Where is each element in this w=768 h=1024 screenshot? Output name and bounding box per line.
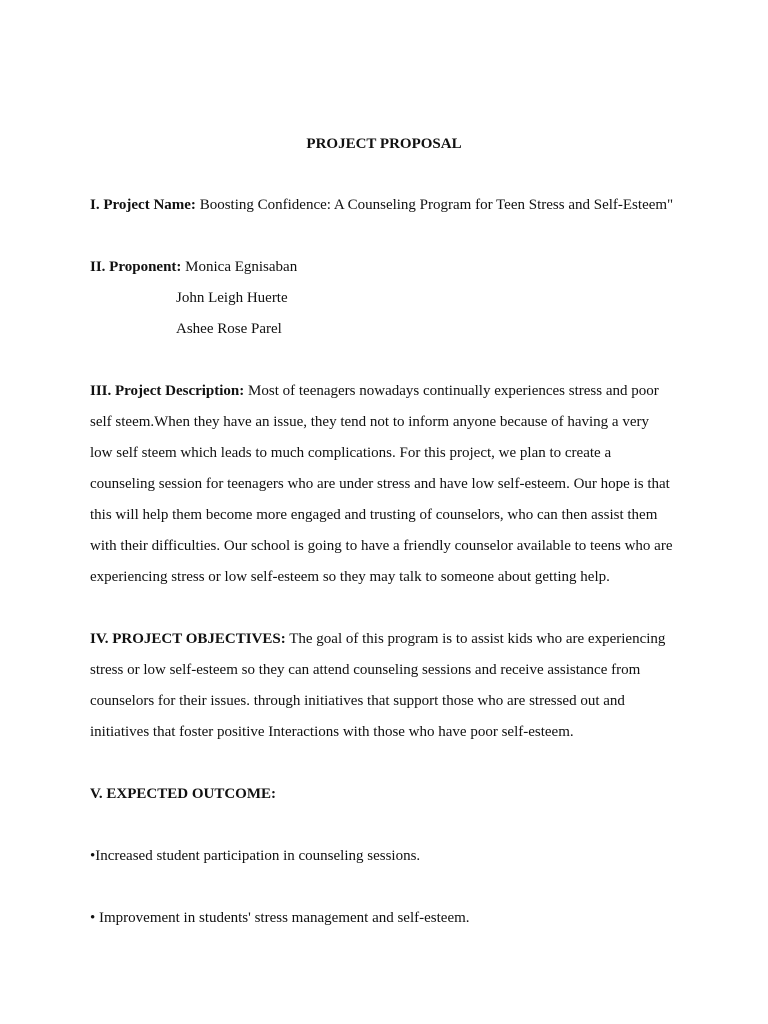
project-description-section xyxy=(90,376,690,593)
description-line-7: experiencing stress or low self-esteem so they may talk to someone about getting help. xyxy=(90,569,610,585)
description-line-1 xyxy=(90,376,690,407)
project-name-value: Boosting Confidence: A Counseling Program for Teen Stress and Self-Esteem" xyxy=(195,197,674,213)
project-name-line xyxy=(90,190,690,221)
proponent-name-1: Monica Egnisaban xyxy=(185,259,298,275)
description-line-6: with their difficulties. Our school is going to have a friendly counselor available to teens who are xyxy=(90,538,673,554)
proponent-name-3-row xyxy=(176,314,282,345)
description-line-2: self steem.When they have an issue, they tend not to inform anyone because of having a very xyxy=(90,414,649,430)
project-description-label: III. Project Description: xyxy=(90,383,245,399)
description-line-3: low self steem which leads to much complications. For this project, we plan to create a xyxy=(90,445,612,461)
expected-outcome-label: V. EXPECTED OUTCOME: xyxy=(90,786,276,802)
project-name-section xyxy=(90,190,690,221)
expected-outcome-bullet-2-row xyxy=(90,903,690,934)
expected-outcome-section xyxy=(90,779,690,810)
description-line-5: this will help them become more engaged and trusting of counselors, who can then assist them xyxy=(90,507,658,523)
objectives-line-2: stress or low self-esteem so they can attend counseling sessions and receive assistance from xyxy=(90,662,641,678)
project-objectives-label: IV. PROJECT OBJECTIVES: xyxy=(90,631,286,647)
expected-outcome-bullet-1: •Increased student participation in counseling sessions. xyxy=(90,848,421,864)
proponent-name-3: Ashee Rose Parel xyxy=(176,321,282,337)
proponent-section xyxy=(90,252,690,283)
objectives-text-1: The goal of this program is to assist kids who are experiencing xyxy=(285,631,666,647)
expected-outcome-bullet-2: • Improvement in students' stress management and self-esteem. xyxy=(90,910,470,926)
project-name-label: I. Project Name: xyxy=(90,197,196,213)
proponent-label: II. Proponent: xyxy=(90,259,182,275)
proponent-name-2-row xyxy=(176,283,288,314)
proponent-name-2: John Leigh Huerte xyxy=(176,290,288,306)
project-objectives-section xyxy=(90,624,690,748)
objectives-line-1 xyxy=(90,624,690,655)
expected-outcome-bullet-1-row xyxy=(90,841,690,872)
objectives-line-3: counselors for their issues. through initiatives that support those who are stressed out and xyxy=(90,693,625,709)
description-line-4: counseling session for teenagers who are under stress and have low self-esteem. Our hope is that xyxy=(90,476,670,492)
proponent-line xyxy=(90,252,690,283)
description-text-1: Most of teenagers nowadays continually experiences stress and poor xyxy=(244,383,659,399)
document-title: PROJECT PROPOSAL xyxy=(306,136,462,152)
objectives-line-4: initiatives that foster positive Interactions with those who have poor self-esteem. xyxy=(90,724,574,740)
